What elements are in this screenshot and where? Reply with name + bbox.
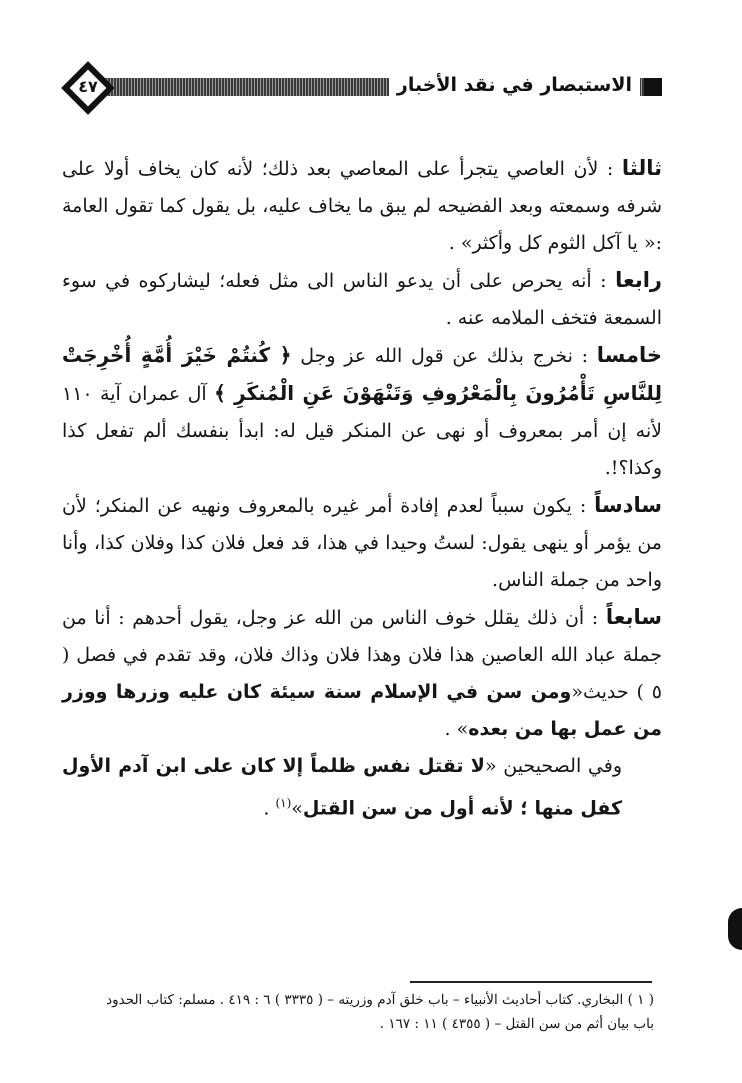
paragraph-text: وفي الصحيحين « (484, 755, 622, 777)
paragraph-fifth (62, 337, 662, 487)
page-number: ٤٧ (78, 77, 98, 96)
footnote-rule (410, 981, 652, 983)
footnotes (70, 988, 654, 1036)
hadith-quote: لا تقتل نفس ظلماً إلا كان على ابن آدم الأول كفل منها ؛ لأنه أول من سن القتل (62, 755, 622, 820)
hadith-quote: ومن سن في الإسلام سنة سيئة كان عليه وزرها ووزر من عمل بها من بعده (62, 681, 662, 740)
header-end-cap (644, 78, 662, 96)
paragraph-text: : نخرج بذلك عن قول الله عز وجل (300, 345, 589, 367)
paragraph-closing (62, 748, 662, 827)
paragraph-text: : أنه يحرص على أن يدعو الناس الى مثل فعله؛ ليشاركوه في سوء السمعة فتخف الملامه عنه . (62, 270, 662, 329)
paragraph-text: : يكون سبباً لعدم إفادة أمر غيره بالمعروف ونهيه عن المنكر؛ لأن من يؤمر أو ينهى يقول: لستُ وحيدا في هذا، قد فعل فلان كذا وفلان كذا، وأنا واحد من جملة الناس. (62, 495, 662, 591)
section-label: رابعا (615, 268, 662, 292)
page-body (62, 150, 662, 827)
paragraph-text: » (291, 797, 303, 820)
paragraph-fourth (62, 262, 662, 337)
paragraph-third (62, 150, 662, 262)
paragraph-sixth (62, 487, 662, 599)
paragraph-seventh (62, 599, 662, 748)
footnote-line: ( ١ ) البخاري. كتاب أحاديث الأنبياء – باب خلق آدم وزريته – ( ٣٣٣٥ ) ٦ : ٤١٩ . مسلم: كتاب الحدود (106, 992, 654, 1008)
quran-verse: ﴿ كُنتُمْ خَيْرَ أُمَّةٍ أُخْرِجَتْ لِلنَّاسِ تَأْمُرُونَ بِالْمَعْرُوفِ وَتَنْهَوْنَ عَنِ الْمُنكَرِ ﴾ (62, 343, 662, 405)
section-label: ثالثا (621, 156, 663, 180)
section-label: خامسا (596, 343, 662, 367)
paragraph-text: : أن ذلك يقلل خوف الناس من الله عز وجل، يقول أحدهم : أنا من جملة عباد الله العاصين هذا فلان وهذا فلان وذاك فلان، وقد تقدم في فصل ( ٥ ) حديث« (62, 607, 663, 703)
footnote-line: باب بيان أثم من سن القتل – ( ٤٣٥٥ ) ١١ : ١٦٧ . (379, 1016, 654, 1032)
section-label: سابعاً (605, 605, 662, 629)
footnote-ref: (١) (275, 796, 292, 810)
page-header (64, 66, 662, 110)
paragraph-text: » . (444, 718, 469, 740)
paragraph-text: . (263, 797, 270, 820)
section-label: سادساً (594, 493, 662, 517)
paragraph-text: آل عمران آية ١١٠ لأنه إن أمر بمعروف أو نهى عن المنكر قيل له: ابدأ بنفسك ألم تفعل كذا وكذا؟!. (62, 383, 662, 479)
paragraph-text: : لأن العاصي يتجرأ على المعاصي بعد ذلك؛ لأنه كان يخاف أولا على شرفه وسمعته وبعد الفضيحه لم يبق ما يخاف عليه، بل يقول كما تقول العامة :« يا آكل الثوم كل وأكثر» . (62, 158, 662, 254)
running-title: الاستبصار في نقد الأخبار (389, 70, 640, 100)
page-edge-tab (728, 908, 742, 950)
